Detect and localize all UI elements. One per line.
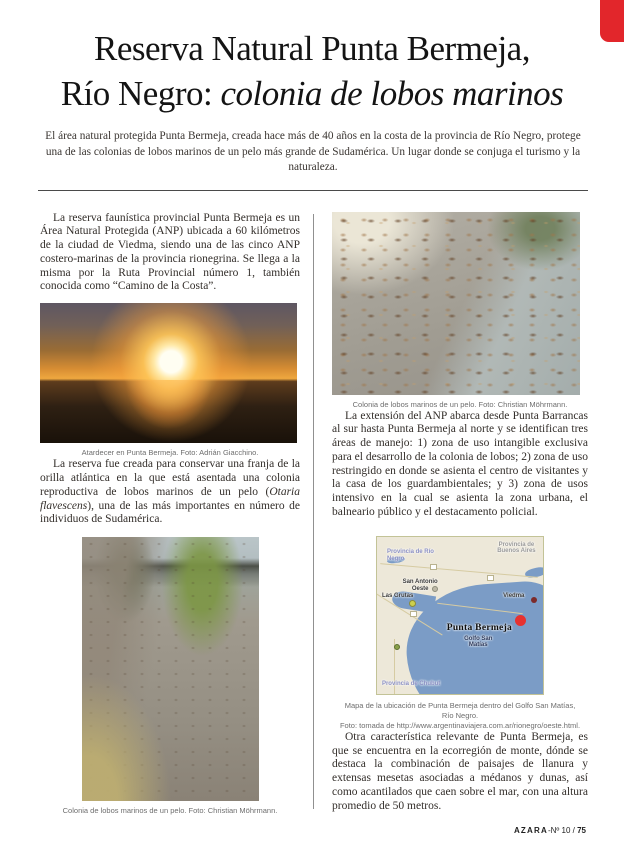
road-shield-icon: [487, 575, 494, 581]
page-number: 75: [577, 825, 586, 835]
viedma-marker: [531, 597, 537, 603]
colony-figure: [332, 212, 588, 410]
river-water: [524, 566, 544, 580]
map-label-viedma: Viedma: [503, 593, 525, 600]
map-label-golfo-san-matias: Golfo San Matías: [464, 635, 493, 649]
right-column: [332, 212, 588, 835]
sunset-photo: [40, 303, 297, 443]
san-antonio-marker: [432, 586, 438, 592]
column-divider: [313, 214, 314, 809]
colony-caption: Colonia de lobos marinos de un pelo. Foto: Christian Möhrmann.: [352, 399, 568, 409]
map-label-las-grutas: Las Grutas: [381, 593, 414, 600]
article-lead: El área natural protegida Punta Bermeja, creada hace más de 40 años en la costa de la provincia de Río Negro, protege una de las colonias de lobos marinos de un pelo más grande de Sudamérica. Un lugar donde se conjuga el turismo y la naturaleza.: [45, 130, 581, 173]
map-label-provincia-buenos-aires: Provincia de Buenos Aires: [497, 541, 536, 555]
road-shield-icon: [410, 611, 417, 617]
sunset-caption: Atardecer en Punta Bermeja. Foto: Adrián Giacchino.: [81, 448, 259, 458]
sunset-figure: [40, 303, 300, 458]
map-road: [381, 563, 538, 578]
paragraph-zones: La extensión del ANP abarca desde Punta Barrancas al sur hasta Punta Bermeja al norte y se identifican tres áreas de manejo: 1) zona de uso intangible exclusiva para el desarrollo de la colonia de lobos; 2) zona de uso restringido en donde se asienta el centro de visitantes y la casa de los guardambientales; y 3) zona de usos intensivo en la cual se asienta la zona urbana, el balneario público y el destacamento policial.: [332, 409, 588, 519]
page-footer: [332, 826, 588, 835]
road-shield-icon: [430, 564, 437, 570]
paragraph-reserve-purpose: La reserva fue creada para conservar una franja de la orilla atlántica en la que está asentada una colonia reproductiva de lobos marinos de un pelo (Otaria flavescens), una de las más importantes en número de individuos de Sudamérica.: [40, 458, 300, 526]
location-map: [376, 536, 544, 695]
article-columns: [0, 212, 624, 835]
map-label-punta-bermeja: Punta Bermeja: [446, 622, 513, 633]
map-figure: [332, 536, 588, 731]
species-latin-name: Otaria flavescens: [40, 485, 300, 512]
paragraph-intro: La reserva faunística provincial Punta Bermeja es un Área Natural Protegida (ANP) ubicada a 60 kilómetros de la ciudad de Viedma, siendo una de las cinco ANP costero-marinas de la provincia rionegrina. Se llega a la misma por la Ruta Provincial número 1, también conocida como “Camino de la Costa”.: [40, 211, 300, 293]
map-label-provincia-rio-negro: Provincia de Río Negro: [386, 549, 434, 562]
header-rule: [38, 190, 588, 191]
page-corner-marker: [600, 0, 624, 42]
title-line-2: Río Negro:: [60, 74, 221, 113]
park-marker: [394, 644, 400, 650]
map-label-san-antonio-oeste: San Antonio Oeste: [402, 579, 438, 592]
map-caption: Mapa de la ubicación de Punta Bermeja dentro del Golfo San Matías, Río Negro. Foto: tomada de http://www.argentinaviajera.com.ar/rionegro/oeste.html.: [339, 700, 581, 730]
paragraph-ecoregion: Otra característica relevante de Punta Bermeja, es que se encuentra en la ecorregión de monte, dónde se destaca la combinación de paisajes de llanura y extensas mesetas asociadas a médanos y dunas, así como acantilados que caen sobre el mar, con una altura promedio de 50 metros.: [332, 730, 588, 812]
magazine-name: AZARA: [513, 825, 548, 835]
sea-lion-colony-photo: [332, 212, 580, 395]
article-title: [20, 26, 604, 116]
coast-colony-figure: [40, 537, 300, 816]
coast-colony-caption: Colonia de lobos marinos de un pelo. Foto: Christian Möhrmann.: [62, 806, 278, 816]
las-grutas-marker: [409, 600, 416, 607]
issue-number: -Nº 10 /: [547, 825, 578, 835]
title-line-2-italic: colonia de lobos marinos: [220, 74, 564, 113]
title-line-1: Reserva Natural Punta Bermeja,: [94, 29, 530, 68]
coast-colony-photo: [82, 537, 259, 801]
left-column: [40, 212, 300, 835]
map-label-provincia-chubut: Provincia de Chubut: [381, 681, 441, 688]
